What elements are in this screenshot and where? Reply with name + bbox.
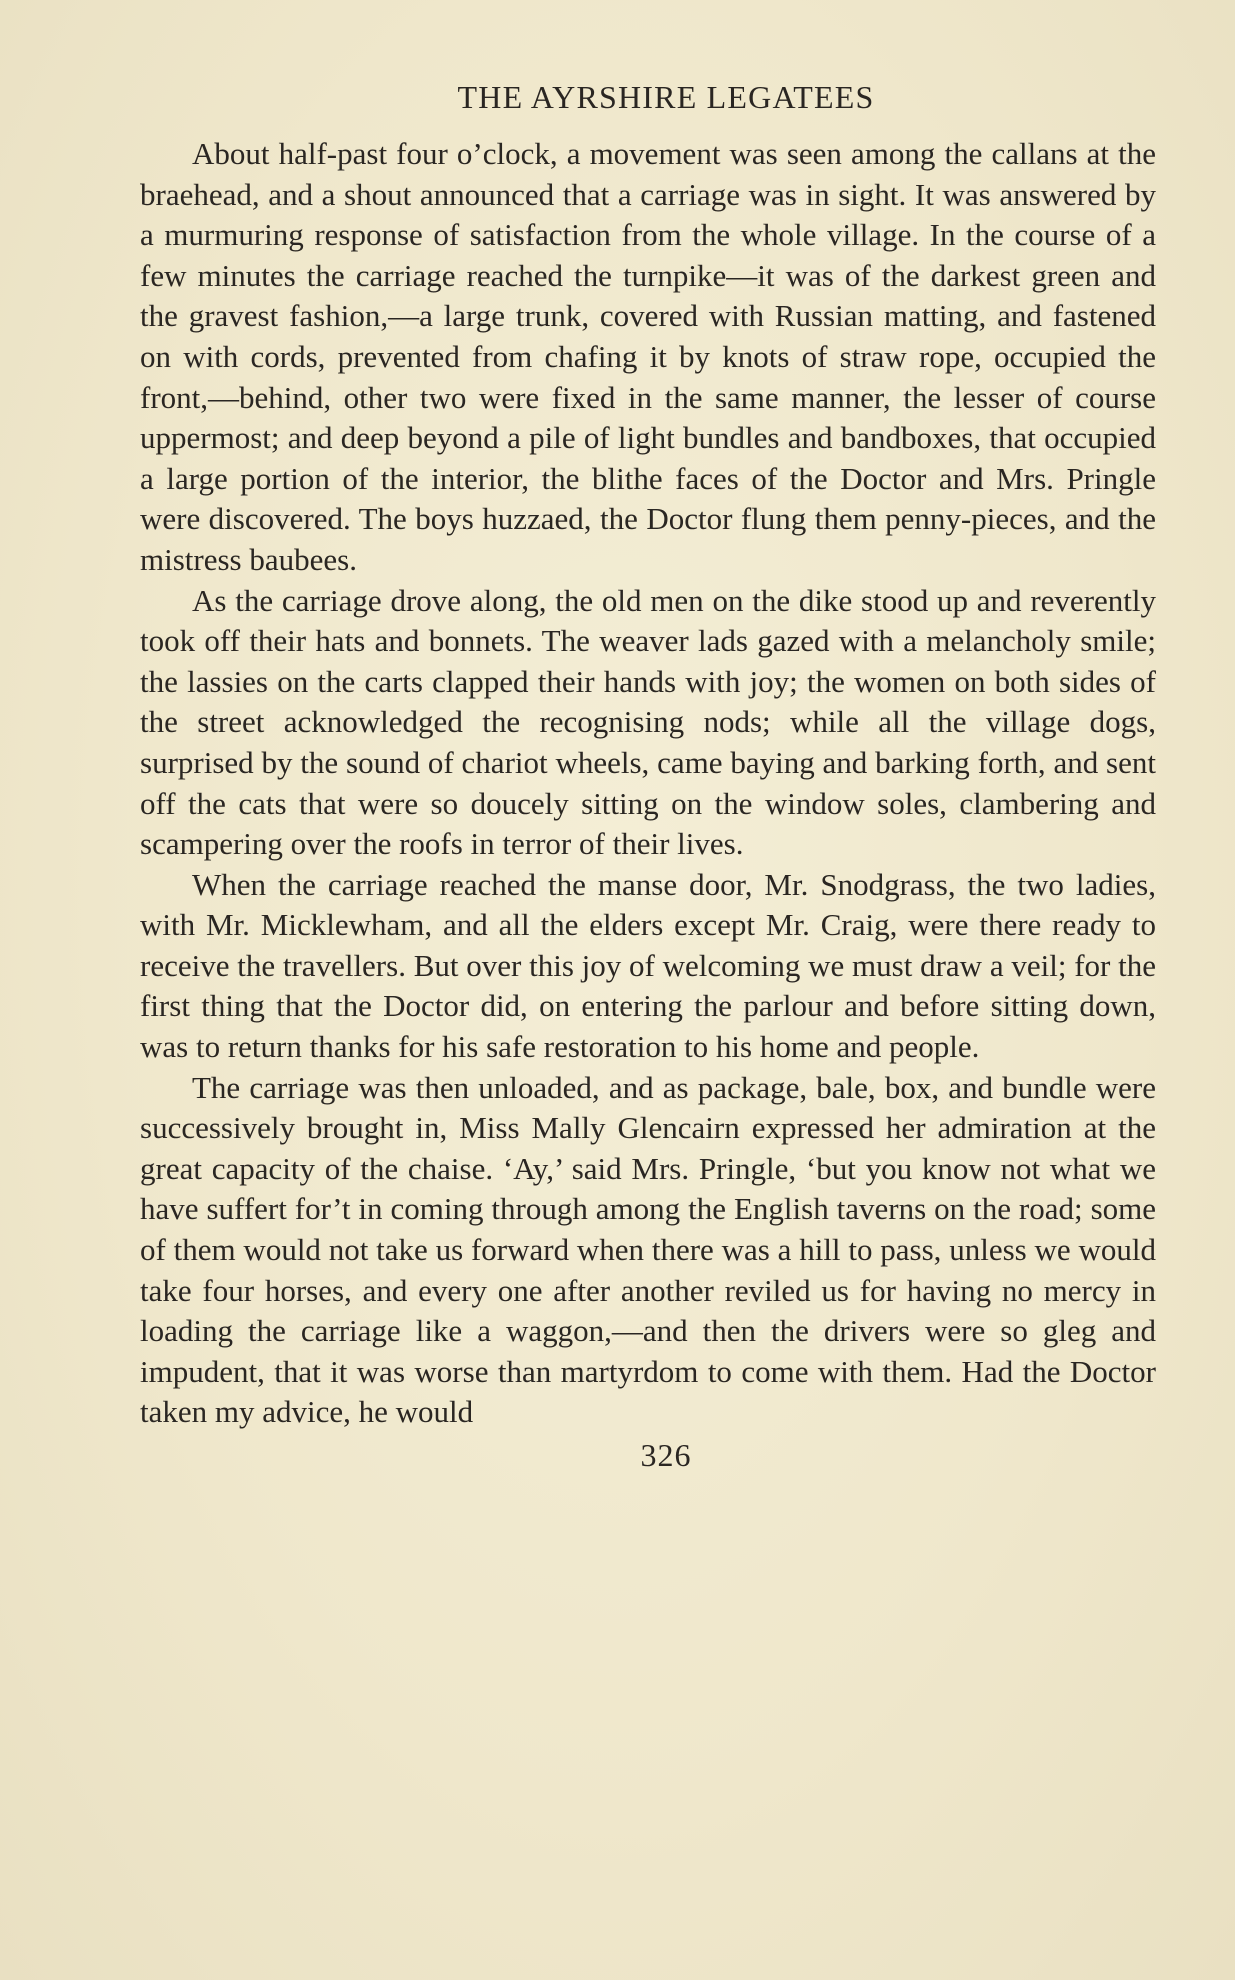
page-number: 326	[640, 1437, 692, 1473]
paragraph: As the carriage drove along, the old men on the dike stood up and reverently took off their hats and bonnets. The weaver lads gazed with a melancholy smile; the lassies on the carts clapped their hands with joy; the women on both sides of the street acknowledged the recognising nods; while all the village dogs, surprised by the sound of chariot wheels, came baying and barking forth, and sent off the cats that were so doucely sitting on the window soles, clambering and scampering over the roofs in terror of their lives.	[140, 582, 1156, 862]
running-title: THE AYRSHIRE LEGATEES	[457, 79, 875, 115]
book-page	[140, 76, 1156, 1475]
paragraph: When the carriage reached the manse door, Mr. Snodgrass, the two ladies, with Mr. Micklewham, and all the elders except Mr. Craig, were there ready to receive the travellers. But over this joy of welcoming we must draw a veil; for the first thing that the Doctor did, on entering the parlour and before sitting down, was to return thanks for his safe restoration to his home and people.	[140, 866, 1156, 1065]
paragraph: The carriage was then unloaded, and as package, bale, box, and bundle were successively brought in, Miss Mally Glencairn expressed her admiration at the great capacity of the chaise. ‘Ay,’ said Mrs. Pringle, ‘but you know not what we have suffert for’t in coming through among the English taverns on the road; some of them would not take us forward when there was a hill to pass, unless we would take four horses, and every one after another reviled us for having no mercy in loading the carriage like a waggon,—and then the drivers were so gleg and impudent, that it was worse than martyrdom to come with them. Had the Doctor taken my advice, he would	[140, 1069, 1156, 1430]
paragraph: About half-past four o’clock, a movement was seen among the callans at the braehead, and a shout announced that a carriage was in sight. It was answered by a murmuring response of satisfaction from the whole village. In the course of a few minutes the carriage reached the turnpike—it was of the darkest green and the gravest fashion,—a large trunk, covered with Russian matting, and fastened on with cords, prevented from chafing it by knots of straw rope, occupied the front,—behind, other two were fixed in the same manner, the lesser of course uppermost; and deep beyond a pile of light bundles and bandboxes, that occupied a large portion of the interior, the blithe faces of the Doctor and Mrs. Pringle were discovered. The boys huzzaed, the Doctor flung them penny-pieces, and the mistress baubees.	[140, 136, 1156, 577]
body-text	[140, 134, 1156, 1433]
